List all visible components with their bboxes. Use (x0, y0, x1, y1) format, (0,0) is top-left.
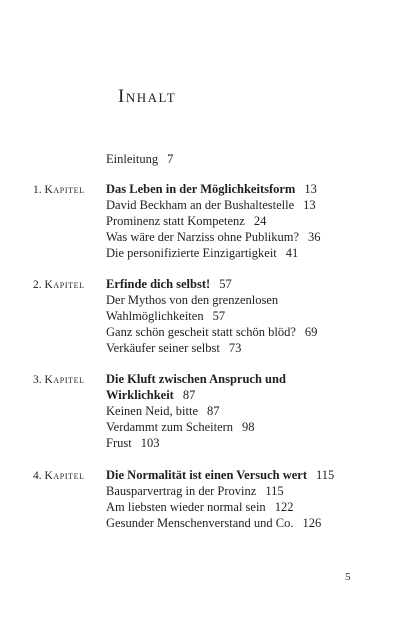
section-title: Die personifizierte Einzigartigkeit (106, 246, 277, 260)
chapter-title-text: Die Normalität ist einen Versuch wert (106, 468, 308, 482)
toc-section (106, 499, 293, 515)
toc-section (106, 292, 278, 308)
toc-section (106, 435, 159, 451)
chapter-page: 115 (316, 468, 335, 482)
toc-section (106, 515, 321, 531)
toc-section (106, 324, 317, 340)
section-title: Gesunder Menschenverstand und Co. (106, 516, 294, 530)
section-page: 73 (228, 341, 242, 355)
chapter-title-4 (106, 467, 334, 483)
chapter-word: Kapitel (44, 374, 85, 386)
chapter-word: Kapitel (44, 279, 85, 291)
chapter-page: 13 (304, 182, 317, 196)
chapter-title-text: Wirklichkeit (106, 388, 174, 402)
chapter-title-text: Die Kluft zwischen Anspruch und (106, 372, 286, 386)
toc-section (106, 245, 298, 261)
section-title: David Beckham an der Bushaltestelle (106, 198, 295, 212)
toc-section (106, 308, 225, 324)
chapter-number: 2. (33, 279, 42, 291)
chapter-page: 57 (219, 277, 232, 291)
toc-section (106, 403, 220, 419)
toc-section (106, 340, 241, 356)
section-title: Was wäre der Narziss ohne Publikum? (106, 230, 300, 244)
section-title: Prominenz statt Kompetenz (106, 214, 245, 228)
toc-entry-intro (106, 151, 173, 167)
toc-section (106, 483, 284, 499)
toc-section (106, 419, 255, 435)
section-title: Frust (106, 436, 132, 450)
section-page: 24 (253, 214, 267, 228)
section-title: Bausparvertrag in der Provinz (106, 484, 257, 498)
section-title: Am liebsten wieder normal sein (106, 500, 266, 514)
section-page: 13 (303, 198, 316, 212)
chapter-label-4 (33, 468, 105, 484)
section-title: Keinen Neid, bitte (106, 404, 198, 418)
section-page: 122 (274, 500, 294, 514)
chapter-label-1 (33, 182, 105, 198)
chapter-page: 87 (182, 388, 196, 402)
section-page: 57 (212, 309, 226, 323)
section-title: Verkäufer seiner selbst (106, 341, 220, 355)
chapter-title-2 (106, 276, 232, 292)
section-page: 103 (140, 436, 160, 450)
chapter-title-3 (106, 371, 286, 387)
chapter-word: Kapitel (44, 184, 85, 196)
toc-heading: Inhalt (118, 86, 177, 107)
chapter-title-1 (106, 181, 317, 197)
chapter-number: 3. (33, 374, 42, 386)
section-title: Ganz schön gescheit statt schön blöd? (106, 325, 296, 339)
chapter-title-text: Erfinde dich selbst! (106, 277, 211, 291)
chapter-label-3 (33, 372, 105, 388)
section-title: Der Mythos von den grenzenlosen (106, 293, 279, 307)
section-page: 69 (304, 325, 318, 339)
chapter-number: 1. (33, 184, 42, 196)
section-page: 98 (242, 420, 255, 434)
chapter-title-text: Das Leben in der Möglichkeitsform (106, 182, 296, 196)
section-page: 36 (308, 230, 321, 244)
section-page: 115 (265, 484, 284, 498)
section-page: 126 (302, 516, 322, 530)
section-page: 87 (207, 404, 220, 418)
section-title: Verdammt zum Scheitern (106, 420, 234, 434)
chapter-label-2 (33, 277, 105, 293)
chapter-word: Kapitel (44, 470, 85, 482)
chapter-title-3-cont (106, 387, 195, 403)
section-page: 41 (285, 246, 299, 260)
intro-page: 7 (167, 152, 174, 166)
toc-section (106, 229, 321, 245)
toc-section (106, 197, 316, 213)
chapter-number: 4. (33, 470, 42, 482)
page-number: 5 (345, 571, 351, 583)
toc-section (106, 213, 266, 229)
section-title: Wahlmöglichkeiten (106, 309, 204, 323)
intro-title: Einleitung (106, 152, 159, 166)
